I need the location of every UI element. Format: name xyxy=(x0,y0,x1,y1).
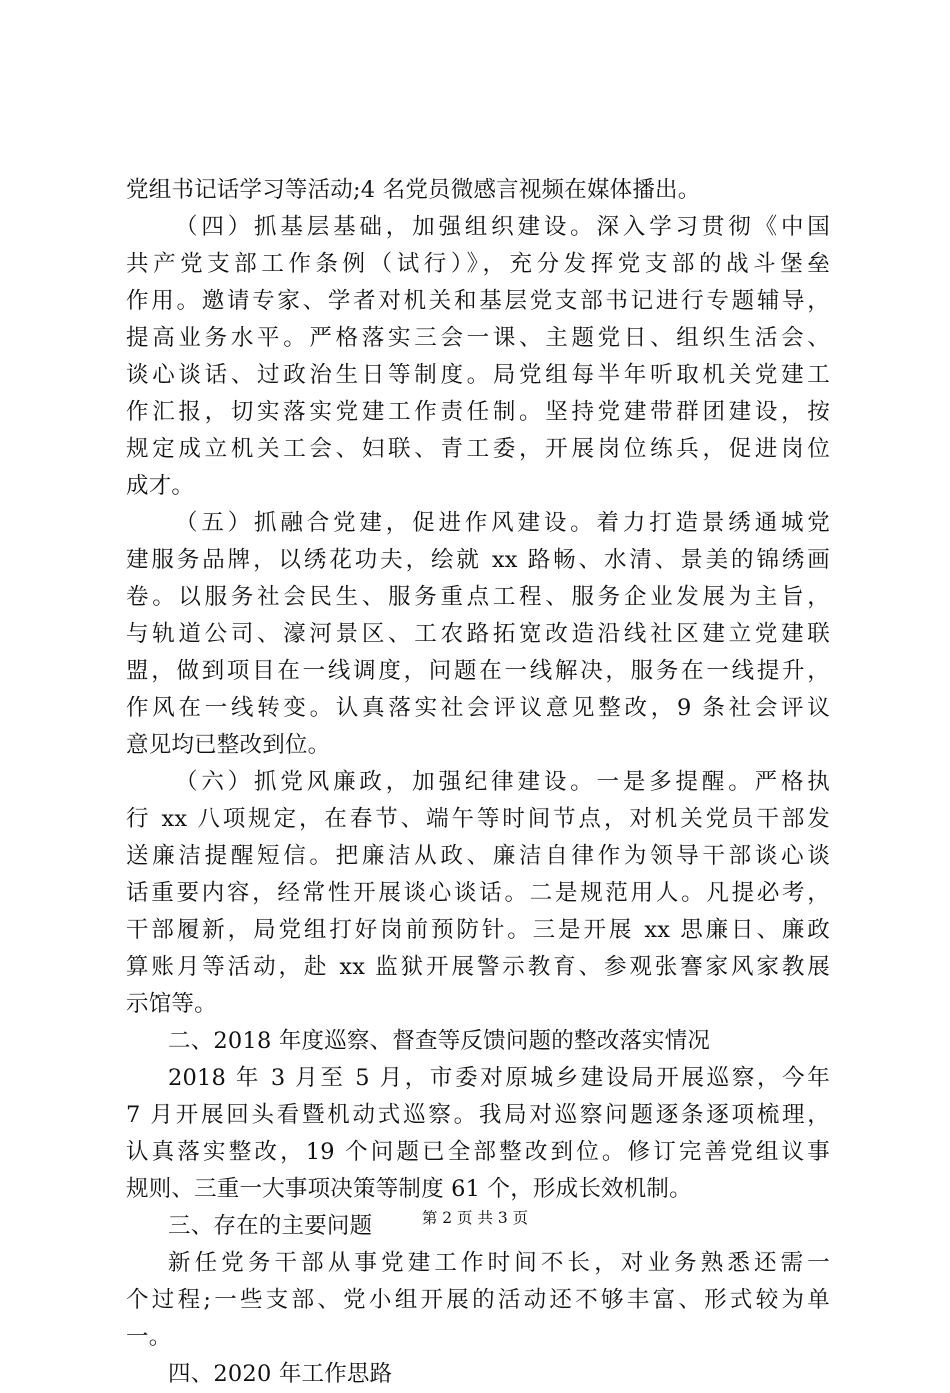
text-line: 卷。以服务社会民生、服务重点工程、服务企业发展为主旨， xyxy=(126,584,830,610)
text-line: 2018 年 3 月至 5 月，市委对原城乡建设局开展巡察，今年 xyxy=(168,1065,830,1091)
text-line: 个过程;一些支部、党小组开展的活动还不够丰富、形式较为单 xyxy=(126,1287,830,1313)
text-line: 话重要内容，经常性开展谈心谈话。二是规范用人。凡提必考， xyxy=(126,880,830,906)
text-line: 意见均已整改到位。 xyxy=(126,732,331,758)
section-heading: 三、存在的主要问题 xyxy=(168,1213,373,1239)
text-line: （五）抓融合党建，促进作风建设。着力打造景绣通城党 xyxy=(175,510,830,536)
text-line: 规则、三重一大事项决策等制度 61 个，形成长效机制。 xyxy=(126,1176,692,1202)
page-footer: 第 2 页 共 3 页 xyxy=(421,1209,529,1227)
text-line: （四）抓基层基础，加强组织建设。深入学习贯彻《中国 xyxy=(175,214,830,240)
text-line: 规定成立机关工会、妇联、青工委，开展岗位练兵，促进岗位 xyxy=(126,436,830,462)
text-line: 共产党支部工作条例（试行）》，充分发挥党支部的战斗堡垒 xyxy=(126,251,830,277)
text-line: 党组书记话学习等活动;4 名党员微感言视频在媒体播出。 xyxy=(126,177,701,203)
text-line: （六）抓党风廉政，加强纪律建设。一是多提醒。严格执 xyxy=(175,769,830,795)
text-line: 成才。 xyxy=(126,473,195,499)
text-line: 认真落实整改，19 个问题已全部整改到位。修订完善党组议事 xyxy=(126,1139,830,1165)
text-line: 送廉洁提醒短信。把廉洁从政、廉洁自律作为领导干部谈心谈 xyxy=(126,843,830,869)
section-heading: 二、2018 年度巡察、督查等反馈问题的整改落实情况 xyxy=(168,1028,711,1054)
text-line: 作汇报，切实落实党建工作责任制。坚持党建带群团建设，按 xyxy=(126,399,830,425)
text-line: 作风在一线转变。认真落实社会评议意见整改，9 条社会评议 xyxy=(126,695,830,721)
text-line: 作用。邀请专家、学者对机关和基层党支部书记进行专题辅导， xyxy=(126,288,830,314)
text-line: 一。 xyxy=(126,1324,172,1350)
text-line: 算账月等活动，赴 xx 监狱开展警示教育、参观张謇家风家教展 xyxy=(126,954,830,980)
text-line: 行 xx 八项规定，在春节、端午等时间节点，对机关党员干部发 xyxy=(126,806,830,832)
text-line: 建服务品牌，以绣花功夫，绘就 xx 路畅、水清、景美的锦绣画 xyxy=(126,547,830,573)
text-line: 提高业务水平。严格落实三会一课、主题党日、组织生活会、 xyxy=(126,325,830,351)
text-line: 示馆等。 xyxy=(126,991,217,1017)
section-heading: 四、2020 年工作思路 xyxy=(168,1361,393,1387)
text-line: 谈心谈话、过政治生日等制度。局党组每半年听取机关党建工 xyxy=(126,362,830,388)
text-line: 7 月开展回头看暨机动式巡察。我局对巡察问题逐条逐项梳理， xyxy=(126,1102,830,1128)
text-line: 新任党务干部从事党建工作时间不长，对业务熟悉还需一 xyxy=(168,1250,830,1276)
text-line: 盟，做到项目在一线调度，问题在一线解决，服务在一线提升， xyxy=(126,658,830,684)
text-line: 干部履新，局党组打好岗前预防针。三是开展 xx 思廉日、廉政 xyxy=(126,917,830,943)
text-line: 与轨道公司、濠河景区、工农路拓宽改造沿线社区建立党建联 xyxy=(126,621,830,647)
